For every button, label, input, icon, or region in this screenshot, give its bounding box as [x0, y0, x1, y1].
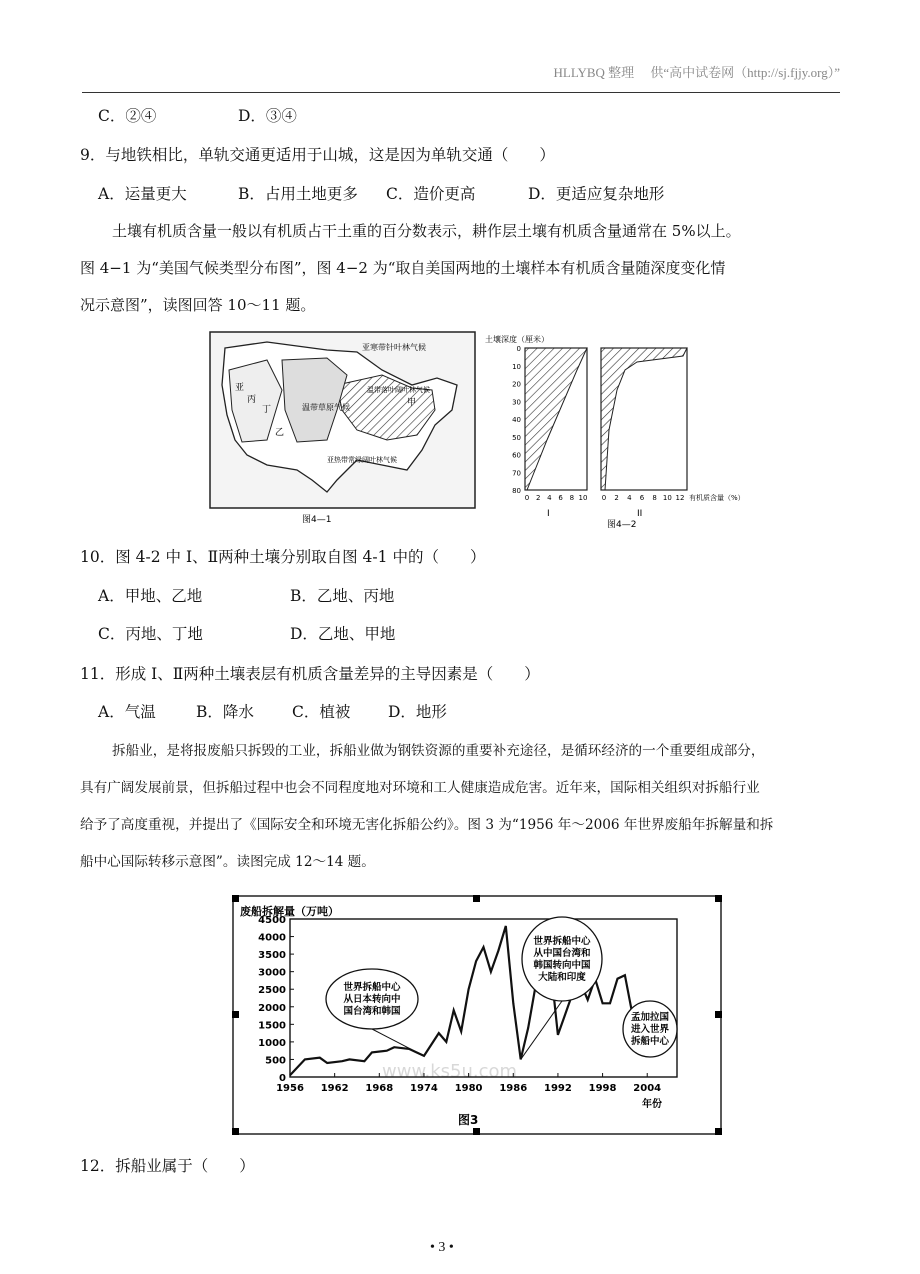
handle-br — [715, 1128, 722, 1135]
chart-caption: 图3 — [458, 1113, 479, 1127]
soil-depth-label: 土壤深度（厘米） — [485, 335, 549, 344]
chart-x-tick-label: 1974 — [410, 1083, 438, 1094]
intro-soil-line-3: 况示意图”，读图回答 10～11 题。 — [80, 296, 316, 314]
soil-x2-tick: 2 — [614, 494, 619, 502]
chart-x-label: 年份 — [642, 1099, 662, 1110]
soil-x1-tick: 0 — [524, 494, 530, 502]
map-label-ya: 亚 — [235, 383, 245, 393]
chart-x-tick-label: 2004 — [633, 1083, 662, 1094]
soil-x2-tick: 0 — [601, 494, 607, 502]
chart-x-tick-label: 1956 — [276, 1083, 304, 1094]
soil-depth-ticks — [512, 345, 521, 495]
soil-x1-tick: 4 — [547, 494, 552, 502]
chart-y-tick-label: 2000 — [258, 1002, 286, 1014]
header-rule — [82, 92, 840, 93]
q9-option-a: A．运量更大 — [98, 185, 187, 203]
soil-x2-tick: 12 — [675, 494, 685, 502]
map-label-temperate-deciduous: 温带落叶阔叶林气候 — [367, 386, 430, 394]
chart-x-tick-label: 1962 — [320, 1083, 349, 1094]
q10-option-c: C．丙地、丁地 — [98, 625, 203, 643]
soil-depth-tick: 10 — [512, 362, 521, 371]
handle-bm — [473, 1128, 480, 1135]
soil-caption: 图4—2 — [607, 520, 637, 530]
handle-tr — [715, 895, 722, 902]
figure-3-chart — [232, 895, 722, 1135]
handle-tl — [232, 895, 239, 902]
map-label-steppe: 温带草原气候 — [302, 403, 350, 412]
chart-y-tick-label: 1000 — [258, 1037, 286, 1049]
intro-ship-line-2: 具有广阔发展前景，但拆船过程中也会不同程度地对环境和工人健康造成危害。近年来，国际相关组织对拆船行业 — [80, 780, 760, 796]
soil-x2-tick: 10 — [662, 494, 672, 502]
soil-chart-2-x-ticks — [602, 494, 685, 502]
map-label-subarctic: 亚寒带针叶林气候 — [362, 343, 426, 352]
chart-watermark: www.ks5u.com — [382, 1061, 518, 1082]
soil-depth-tick: 60 — [512, 451, 521, 460]
annotation-text-2: 世界拆船中心从中国台湾和韩国转向中国大陆和印度 — [533, 936, 591, 983]
page-number: • 3 • — [430, 1240, 454, 1255]
intro-soil-line-2: 图 4−1 为“美国气候类型分布图”，图 4−2 为“取自美国两地的土壤样本有机质含量随深度变化情 — [80, 259, 726, 277]
q10-option-d: D．乙地、甲地 — [290, 625, 396, 643]
q12-stem: 12．拆船业属于（ ） — [80, 1157, 255, 1175]
soil-depth-tick: 80 — [512, 487, 521, 495]
chart-x-tick-label: 1980 — [454, 1083, 483, 1094]
figure-4 — [207, 330, 757, 530]
soil-x-label: 有机质含量（%） — [689, 494, 745, 502]
map-label-jia: 甲 — [407, 398, 417, 408]
chart-x-tick-label: 1998 — [588, 1083, 617, 1094]
annotation-text-3: 孟加拉国进入世界拆船中心 — [630, 1012, 670, 1047]
map-label-ding: 丁 — [262, 405, 272, 415]
soil-x1-tick: 2 — [535, 494, 541, 502]
annotation-text-1: 世界拆船中心从日本转向中国台湾和韩国 — [343, 982, 401, 1017]
chart-y-tick-label: 500 — [265, 1055, 286, 1067]
handle-ml — [232, 1011, 239, 1018]
page-header: HLLYBQ 整理 供“高中试卷网（http://sj.fjjy.org）” — [553, 65, 840, 80]
figure-3 — [232, 895, 722, 1135]
chart-y-tick-label: 3000 — [258, 967, 286, 979]
q9-option-c: C．造价更高 — [386, 185, 476, 203]
q8-option-d: D．③④ — [238, 107, 297, 125]
soil-depth-tick: 20 — [512, 380, 521, 389]
q8-option-c: C．②④ — [98, 107, 157, 125]
chart-y-tick-label: 0 — [279, 1073, 286, 1084]
intro-ship-line-1: 拆船业，是将报废船只拆毁的工业，拆船业做为钢铁资源的重要补充途径，是循环经济的一个重要组成部分， — [112, 743, 765, 759]
map-label-yi: 乙 — [275, 428, 285, 438]
soil-depth-tick: 30 — [512, 398, 521, 407]
intro-soil-passage — [80, 213, 840, 324]
soil-x2-tick: 6 — [639, 494, 645, 502]
chart-y-tick-label: 4500 — [258, 915, 286, 926]
soil-depth-tick: 50 — [512, 433, 521, 442]
q11-option-c: C．植被 — [292, 703, 351, 721]
map-caption: 图4—1 — [302, 515, 332, 525]
soil-depth-tick: 0 — [516, 345, 521, 353]
handle-bl — [232, 1128, 239, 1135]
chart-y-tick-label: 2500 — [258, 985, 286, 997]
map-label-bing: 丙 — [247, 395, 257, 405]
soil-x2-tick: 4 — [627, 494, 632, 502]
annotation-bubble — [522, 917, 602, 1001]
soil-depth-tick: 70 — [512, 469, 521, 478]
handle-mr — [715, 1011, 722, 1018]
soil-x1-tick: 8 — [569, 494, 575, 502]
soil-x1-tick: 6 — [558, 494, 563, 502]
q11-option-b: B．降水 — [196, 703, 254, 721]
chart-x-tick-label: 1992 — [544, 1083, 572, 1094]
chart-x-tick-label: 1968 — [365, 1083, 394, 1094]
soil-x2-tick: 8 — [652, 494, 657, 502]
intro-shipbreaking-passage — [80, 733, 840, 881]
q10-option-a: A．甲地、乙地 — [98, 587, 203, 605]
intro-ship-line-4: 船中心国际转移示意图”。读图完成 12～14 题。 — [80, 854, 375, 870]
chart-y-tick-label: 3500 — [258, 950, 286, 962]
chart-y-tick-label: 1500 — [258, 1020, 286, 1032]
q9-stem: 9．与地铁相比，单轨交通更适用于山城，这是因为单轨交通（ ） — [80, 146, 555, 164]
chart-title: 废船拆解量（万吨） — [240, 905, 339, 918]
q11-stem: 11．形成 I、Ⅱ两种土壤表层有机质含量差异的主导因素是（ ） — [80, 665, 540, 683]
soil-depth-tick: 40 — [512, 416, 521, 424]
q9-option-d: D．更适应复杂地形 — [528, 185, 665, 203]
chart-y-tick-label: 4000 — [258, 932, 286, 944]
handle-tm — [473, 895, 480, 902]
soil-x1-tick: 10 — [578, 494, 588, 502]
soil-chart-1-label: I — [547, 509, 550, 519]
q10-stem: 10．图 4-2 中 I、Ⅱ两种土壤分别取自图 4-1 中的（ ） — [80, 548, 486, 566]
intro-soil-line-1: 土壤有机质含量一般以有机质占干土重的百分数表示，耕作层土壤有机质含量通常在 5%以上。 — [112, 222, 741, 240]
soil-chart-1-x-ticks — [525, 494, 588, 502]
intro-ship-line-3: 给予了高度重视，并提出了《国际安全和环境无害化拆船公约》。图 3 为“1956 年～2006 年世界废船年拆解量和拆 — [80, 817, 774, 833]
q10-option-b: B．乙地、丙地 — [290, 587, 395, 605]
figure-4-svg — [207, 330, 757, 530]
q11-option-a: A．气温 — [98, 703, 156, 721]
soil-chart-2-label: II — [637, 509, 643, 519]
q11-option-d: D．地形 — [388, 703, 447, 721]
map-label-subtropical: 亚热带常绿阔叶林气候 — [327, 456, 397, 464]
chart-x-tick-label: 1986 — [499, 1083, 528, 1094]
q9-option-b: B．占用土地更多 — [238, 185, 358, 203]
